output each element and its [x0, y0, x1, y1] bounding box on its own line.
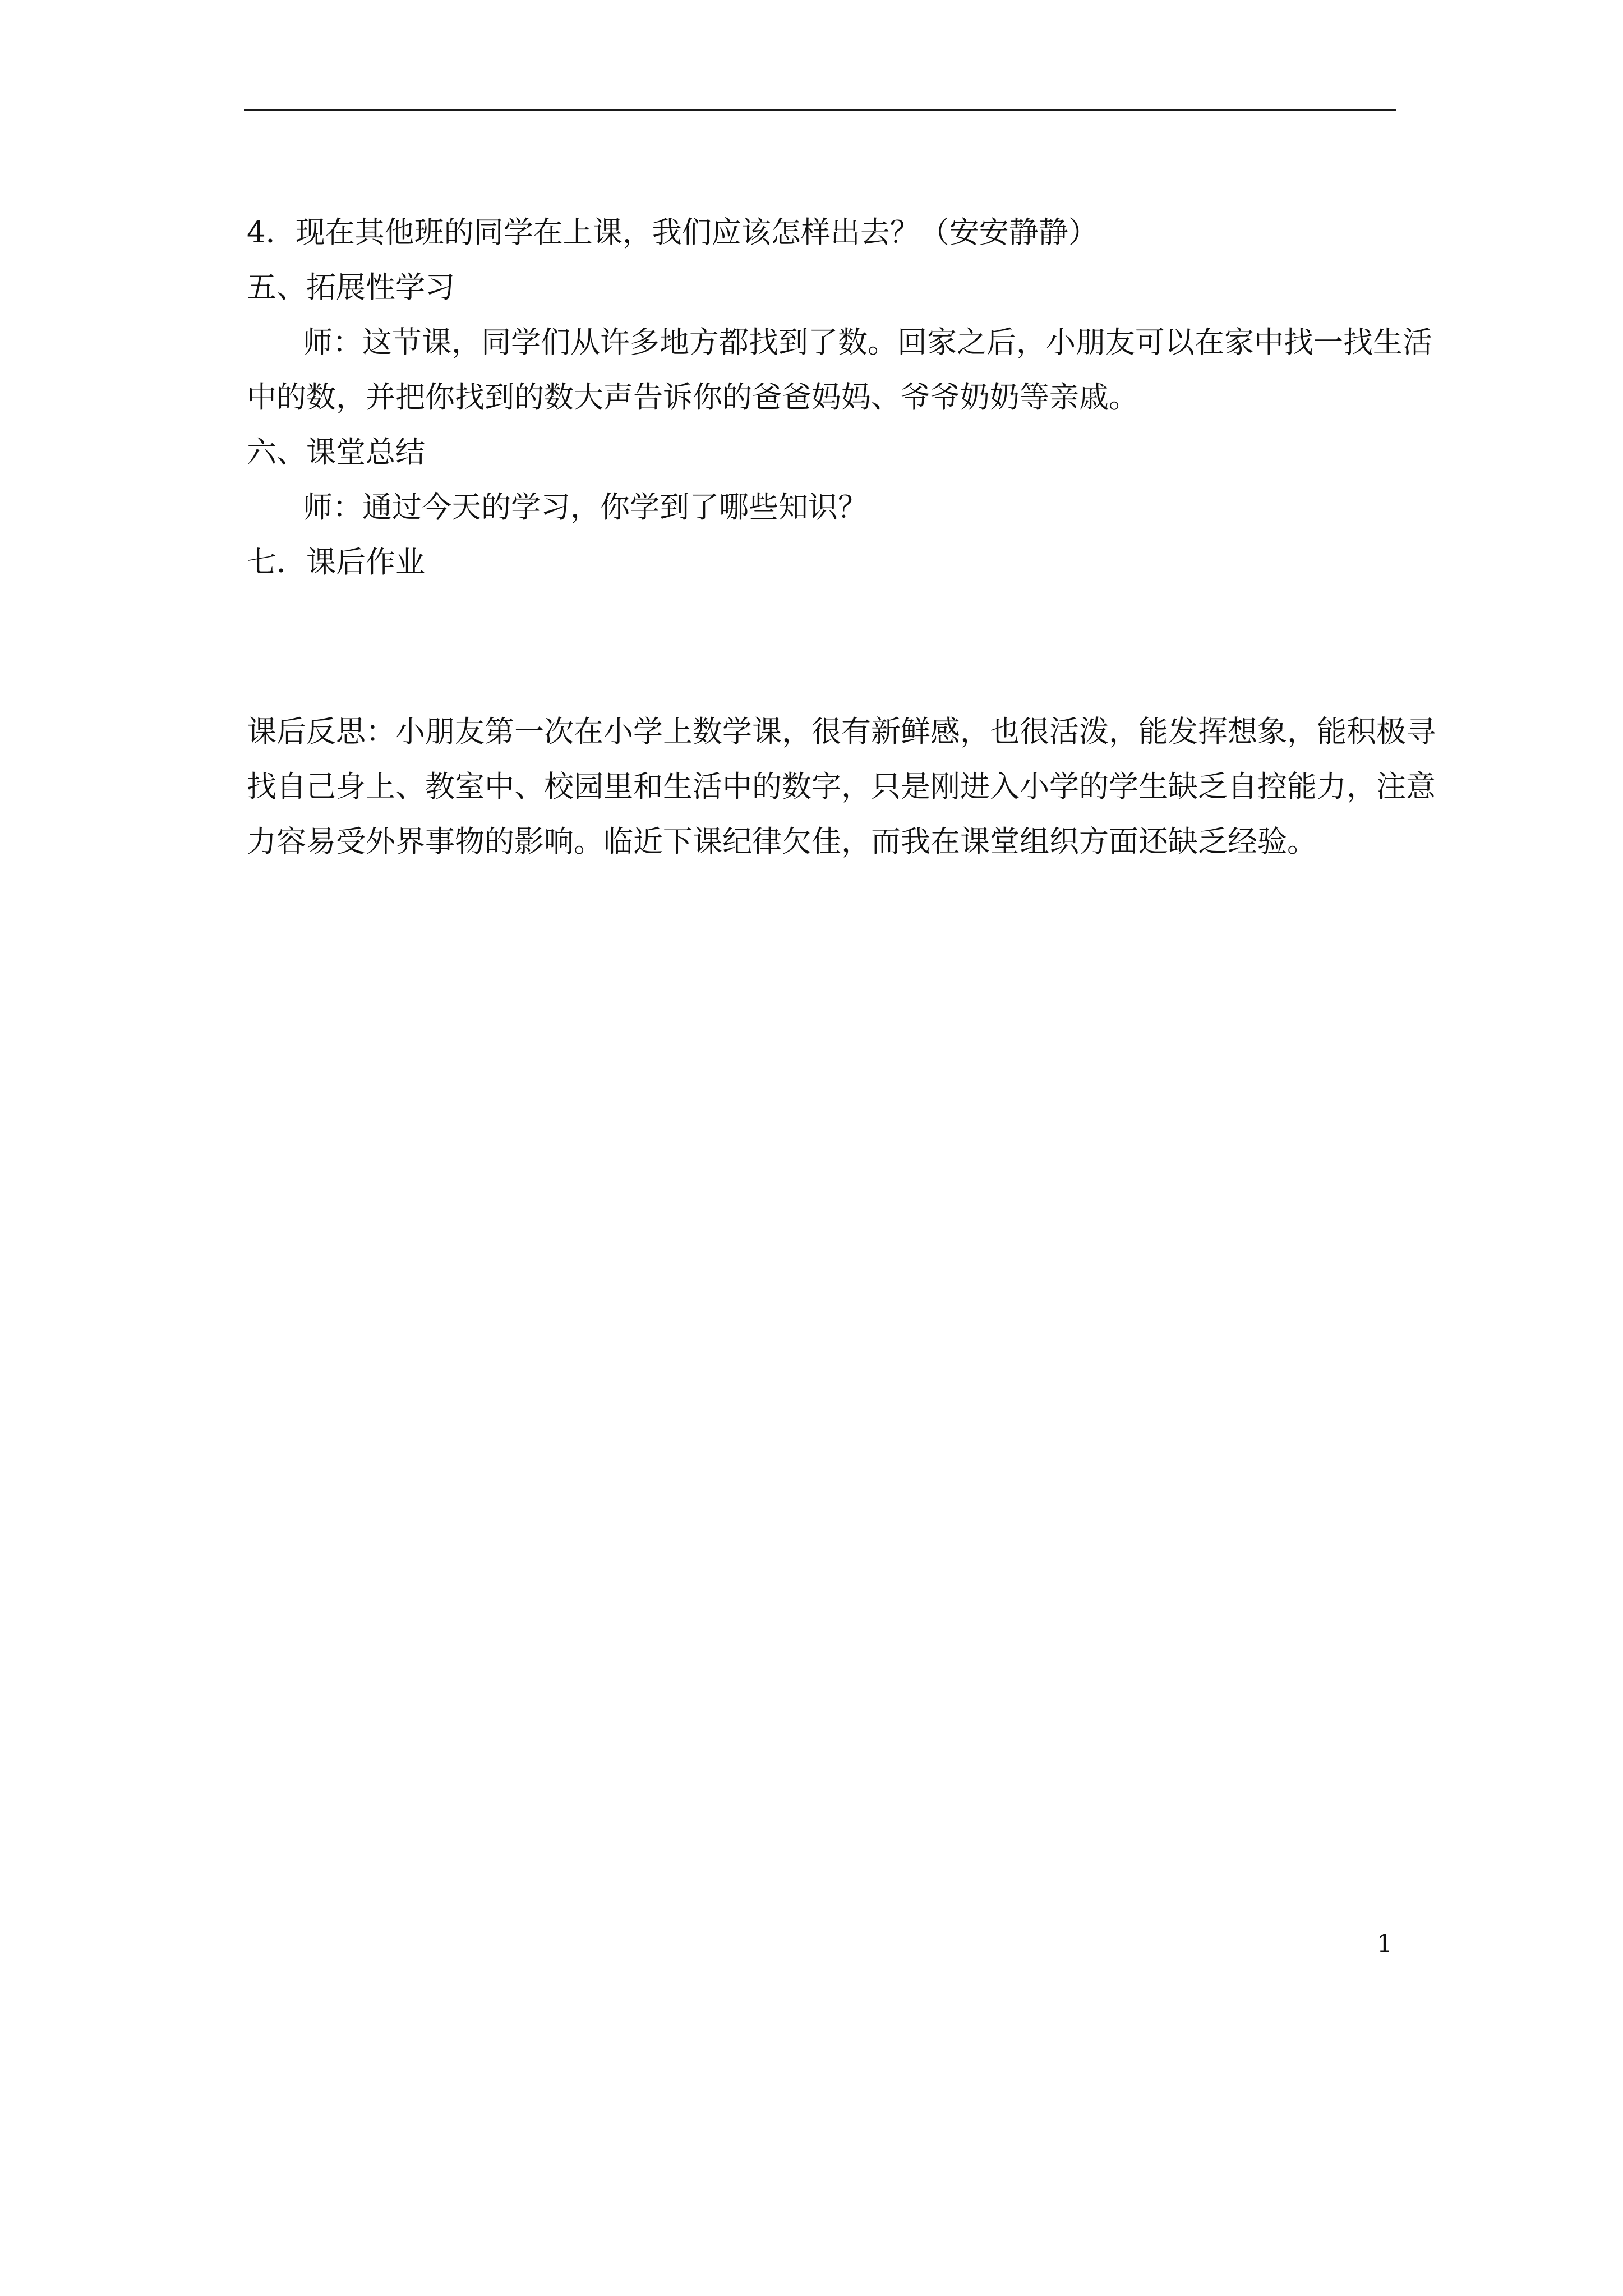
section-heading-summary: 六、课堂总结 [247, 435, 425, 470]
page-number: 1 [1377, 1930, 1393, 1958]
reflection-line: 力容易受外界事物的影响。临近下课纪律欠佳，而我在课堂组织方面还缺乏经验。 [247, 825, 1317, 859]
teacher-question-line: 师：通过今天的学习，你学到了哪些知识？ [303, 490, 868, 524]
header-rule [244, 109, 1396, 111]
reflection-line: 课后反思：小朋友第一次在小学上数学课，很有新鲜感，也很活泼，能发挥想象，能积极寻 [247, 715, 1436, 749]
section-heading-extension: 五、拓展性学习 [247, 270, 455, 305]
section-heading-homework: 七．课后作业 [247, 545, 425, 579]
question-line: 4．现在其他班的同学在上课，我们应该怎样出去？（安安静静） [247, 215, 1098, 250]
teacher-paragraph-line: 中的数，并把你找到的数大声告诉你的爸爸妈妈、爷爷奶奶等亲戚。 [247, 380, 1138, 415]
teacher-paragraph-line: 师：这节课，同学们从许多地方都找到了数。回家之后，小朋友可以在家中找一找生活 [303, 325, 1432, 360]
reflection-line: 找自己身上、教室中、校园里和生活中的数字，只是刚进入小学的学生缺乏自控能力，注意 [247, 770, 1436, 804]
